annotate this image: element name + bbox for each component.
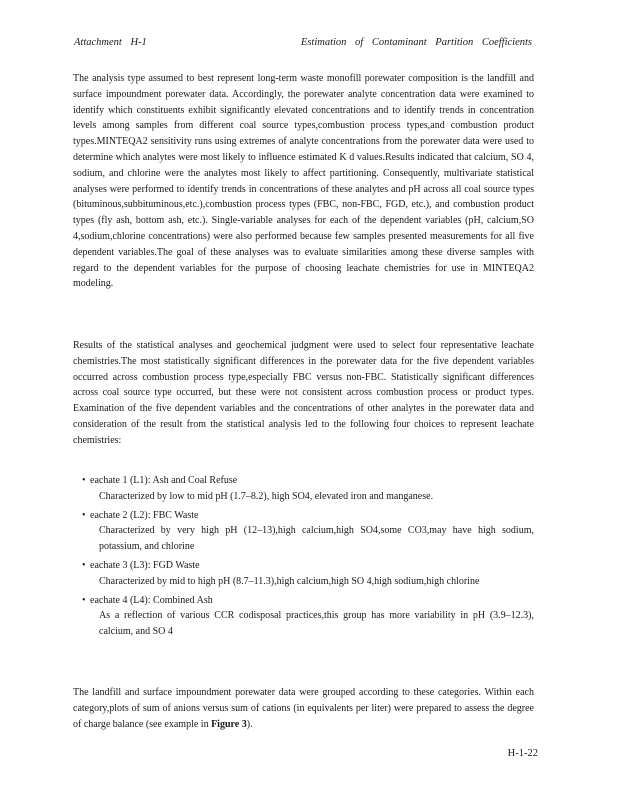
leachate-title: eachate 1 (L1): Ash and Coal Refuse	[90, 475, 238, 486]
leachate-list	[82, 473, 534, 643]
bullet-icon: •	[82, 594, 86, 606]
leachate-description: Characterized by mid to high pH (8.7–11.3),high calcium,high SO 4,high sodium,high chlorine	[99, 575, 480, 587]
list-item	[82, 508, 534, 555]
leachate-description: Characterized by very high pH (12–13),high calcium,high SO4,some CO3,may have high sodium, potassium, and chlorine	[99, 525, 534, 553]
leachate-title: eachate 3 (L3): FGD Waste	[90, 559, 200, 571]
paragraph-charge-balance	[73, 685, 534, 732]
list-item	[82, 593, 534, 640]
bullet-icon: •	[82, 475, 86, 486]
paragraph-statistical-results: Results of the statistical analyses and geochemical judgment were used to select four representative leachate chemistries.The most statistically significant differences in the porewater data for the five dependent variables occurred across combustion process type,especially FBC versus non-FBC. Statistically significant differences across coal source type occurred, but these were not consistent across combustion process or product types. Examination of the five dependent variables and the concentrations of other analytes in the porewater data and consideration of the result from the statistical analysis led to the following four choices to represent leachate chemistries:	[73, 340, 534, 446]
paragraph-text: The landfill and surface impoundment porewater data were grouped according to these categories. Within each category,plots of sum of anions versus sum of cations (in equivalents per liter) were prepared to assess the degree of charge balance (see example in	[73, 687, 534, 730]
leachate-heading	[82, 593, 534, 609]
leachate-description: Characterized by low to mid pH (1.7–8.2), high SO4, elevated iron and manganese.	[99, 490, 434, 502]
leachate-heading	[82, 473, 534, 489]
leachate-heading	[82, 508, 534, 524]
bullet-icon: •	[82, 559, 86, 571]
header-attachment-label: Attachment H-1	[74, 37, 147, 48]
header-section-title: Estimation of Contaminant Partition Coefficients	[300, 37, 532, 48]
leachate-description: As a reflection of various CCR codisposal practices,this group has more variability in pH (3.9–12.3), calcium, and SO 4	[99, 610, 534, 638]
leachate-heading	[82, 558, 534, 574]
page-number: H-1-22	[507, 748, 538, 759]
paragraph-text-end: ).	[246, 718, 253, 730]
paragraph-analysis-type: The analysis type assumed to best represent long-term waste monofill porewater composition is the landfill and surface impoundment porewater data. Accordingly, the porewater analyte concentration data were examined to identify which constituents exhibit significantly elevated concentrations and to identify trends in concentration levels among samples from different coal source types,combustion process types,and combustion product types.MINTEQA2 sensitivity runs using extremes of analyte concentrations from the porewater data were used to determine which analytes were most likely to influence estimated K d values.Results indicated that calcium, SO 4, sodium, and chlorine were the analytes most likely to affect partitioning. Consequently, multivariate statistical analyses were performed to identify trends in concentrations of these analytes and pH across all coal source types (bituminous,subbituminous,etc.),combustion process types (FBC, non-FBC, FGD, etc.), and combustion product types (fly ash, bottom ash, etc.). Single-variable analyses for each of the dependent variables (pH, calcium,SO 4,sodium,chlorine concentrations) were also performed because few samples presented measurements for all five dependent variables.The goal of these analyses was to evaluate similarities among these diverse samples with regard to the dependent variables for the purpose of choosing leachate chemistries for use in MINTEQA2 modeling.	[73, 73, 534, 290]
figure-reference-link[interactable]: Figure 3	[211, 718, 247, 730]
leachate-title: eachate 2 (L2): FBC Waste	[90, 509, 199, 521]
bullet-icon: •	[82, 509, 86, 521]
list-item	[82, 558, 534, 590]
leachate-title: eachate 4 (L4): Combined Ash	[90, 594, 213, 606]
list-item	[82, 473, 534, 505]
